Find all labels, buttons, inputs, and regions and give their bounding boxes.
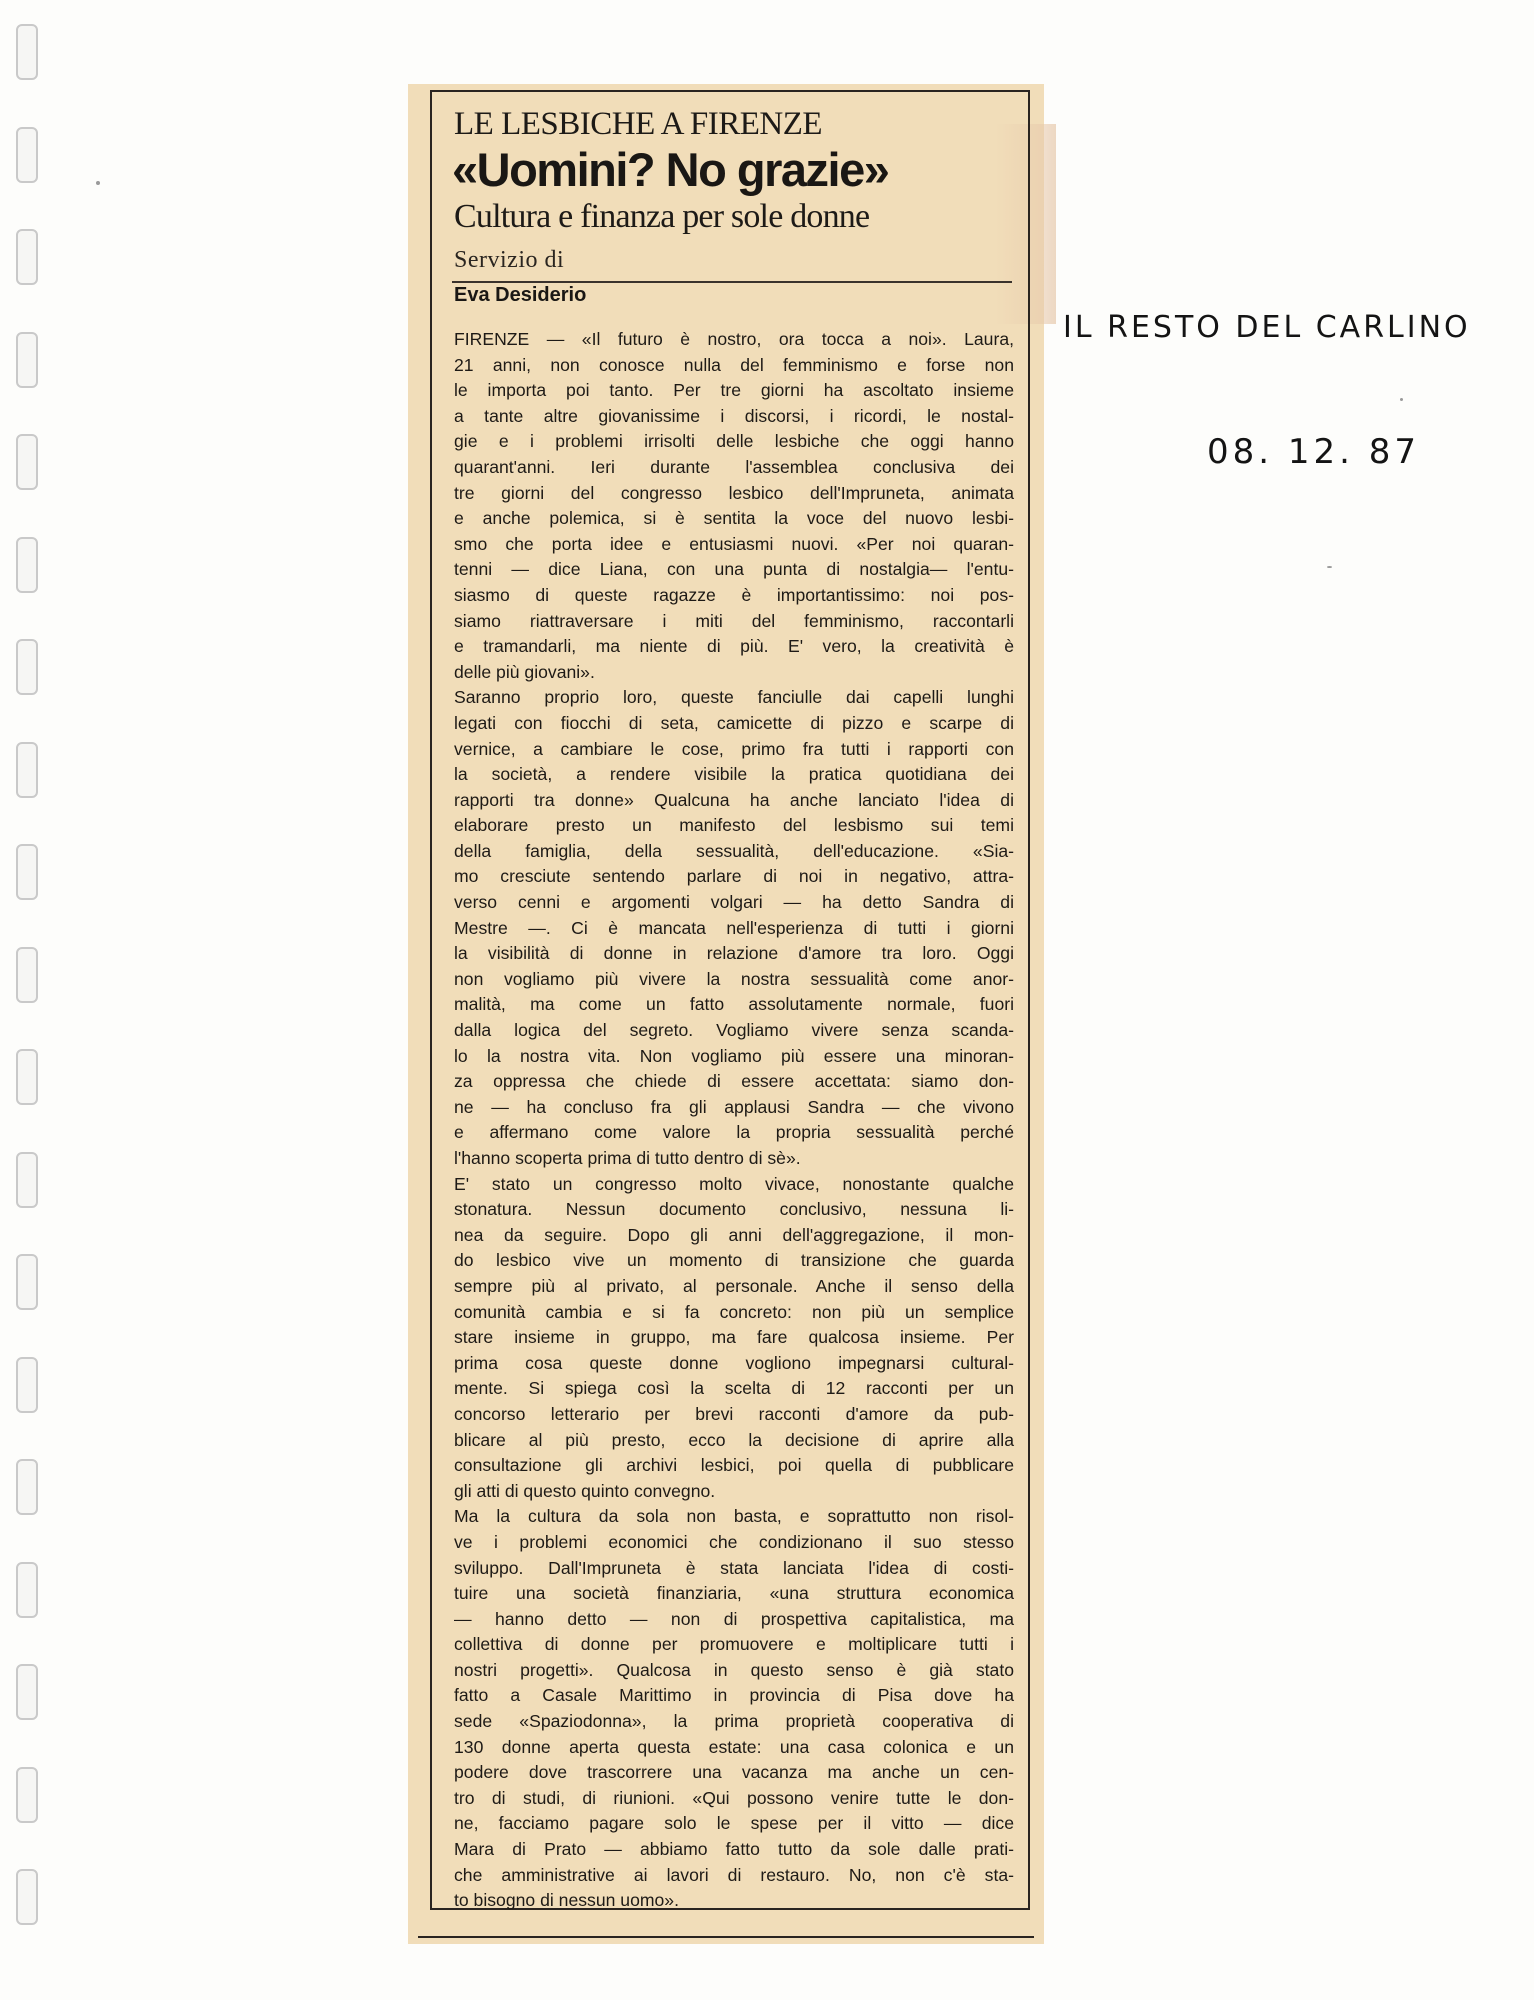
article-line: elaborare presto un manifesto del lesbismo sui temi (454, 815, 1014, 836)
article-line: sviluppo. Dall'Impruneta è stata lanciata l'idea di costi- (454, 1557, 1014, 1578)
article-line: ve i problemi economici che condizionano il suo stesso (454, 1531, 1014, 1552)
binder-hole (16, 1767, 38, 1823)
article-line: le importa poi tanto. Per tre giorni ha ascoltato insieme (454, 380, 1014, 401)
article-line: do lesbico vive un momento di transizione che guarda (454, 1250, 1014, 1271)
article-line: 130 donne aperta questa estate: una casa colonica e un (454, 1736, 1014, 1757)
article-line: podere dove trascorrere una vacanza ma anche un cen- (454, 1762, 1014, 1783)
article-line: tenni — dice Liana, con una punta di nostalgia— l'entu- (454, 559, 1014, 580)
binder-hole (16, 947, 38, 1003)
article-line: gli atti di questo quinto convegno. (454, 1480, 716, 1501)
article-line: nostri progetti». Qualcosa in questo senso è già stato (454, 1659, 1014, 1680)
handwritten-date: 08. 12. 87 (1207, 432, 1421, 472)
article-line: ne, facciamo pagare solo le spese per il vitto — dice (454, 1813, 1014, 1834)
binder-hole (16, 1357, 38, 1413)
dust-speck (1400, 398, 1403, 401)
article-line: tre giorni del congresso lesbico dell'Impruneta, animata (454, 482, 1014, 503)
article-line: Saranno proprio loro, queste fanciulle dai capelli lunghi (454, 687, 1014, 708)
article-line: tuire una società finanziaria, «una struttura economica (454, 1583, 1014, 1604)
binder-hole (16, 127, 38, 183)
article-author: Eva Desiderio (454, 284, 587, 306)
article-line: concorso letterario per brevi racconti d'amore da pub- (454, 1403, 1014, 1424)
article-line: della famiglia, della sessualità, dell'educazione. «Sia- (454, 840, 1014, 861)
article-line: smo che porta idee e entusiasmi nuovi. «Per noi quaran- (454, 533, 1014, 554)
article-line: rapporti tra donne» Qualcuna ha anche lanciato l'idea di (454, 789, 1014, 810)
article-line: stonatura. Nessun documento conclusivo, nessuna li- (454, 1199, 1014, 1220)
binder-hole (16, 1254, 38, 1310)
article-line: prima cosa queste donne vogliono impegnarsi cultural- (454, 1352, 1014, 1373)
article-line: za oppressa che chiede di essere accettata: siamo don- (454, 1071, 1014, 1092)
binder-hole (16, 229, 38, 285)
article-line: vernice, a cambiare le cose, primo fra tutti i rapporti con (454, 738, 1014, 759)
dust-speck (96, 181, 100, 185)
binder-hole (16, 742, 38, 798)
binder-hole (16, 434, 38, 490)
binder-hole (16, 1562, 38, 1618)
article-line: sempre più al privato, al personale. Anche il senso della (454, 1275, 1014, 1296)
article-line: fatto a Casale Marittimo in provincia di Pisa dove ha (454, 1685, 1014, 1706)
newspaper-clipping (408, 84, 1044, 1944)
binder-hole (16, 1869, 38, 1925)
article-line: comunità cambia e si fa concreto: non più un semplice (454, 1301, 1014, 1322)
article-line: lo la nostra vita. Non vogliamo più essere una minoran- (454, 1045, 1014, 1066)
article-line: Mara di Prato — abbiamo fatto tutto da sole dalle prati- (454, 1839, 1014, 1860)
article-headline: «Uomini? No grazie» (452, 143, 889, 196)
clipping-bottom-rule (418, 1936, 1034, 1938)
article-line: to bisogno di nessun uomo». (454, 1890, 679, 1911)
article-line: Mestre —. Ci è mancata nell'esperienza di tutti i giorni (454, 917, 1014, 938)
byline-rule (452, 281, 1012, 283)
article-line: e tramandarli, ma niente di più. E' vero, la creatività è (454, 636, 1014, 657)
article-line: collettiva di donne per promuovere e moltiplicare tutti i (454, 1634, 1014, 1655)
article-line: e affermano come valore la propria sessualità perché (454, 1122, 1014, 1143)
article-line: dalla logica del segreto. Vogliamo vivere senza scanda- (454, 1020, 1014, 1041)
article-line: verso cenni e argomenti volgari — ha detto Sandra di (454, 892, 1014, 913)
dust-speck (1327, 566, 1332, 568)
article-line: legati con fiocchi di seta, camicette di pizzo e scarpe di (454, 712, 1014, 733)
article-line: mo cresciute sentendo parlare di noi in negativo, attra- (454, 866, 1014, 887)
article-line: Ma la cultura da sola non basta, e soprattutto non risol- (454, 1506, 1014, 1527)
article-line: l'hanno scoperta prima di tutto dentro di sè». (454, 1148, 801, 1168)
article-line: che amministrative ai lavori di restauro. No, non c'è sta- (454, 1864, 1014, 1885)
byline-label: Servizio di (454, 247, 565, 273)
article-line: la visibilità di donne in relazione d'amore tra loro. Oggi (454, 943, 1014, 964)
article-line: e anche polemica, si è sentita la voce del nuovo lesbi- (454, 508, 1014, 529)
article-line: siamo riattraversare i miti del femminismo, raccontarli (454, 610, 1014, 631)
binder-hole (16, 844, 38, 900)
article-line: non vogliamo più vivere la nostra sessualità come anor- (454, 968, 1014, 989)
article-line: delle più giovani». (454, 661, 595, 682)
handwritten-source: IL RESTO DEL CARLINO (1063, 310, 1471, 345)
article-line: FIRENZE — «Il futuro è nostro, ora tocca a noi». Laura, (454, 329, 1014, 349)
binder-hole (16, 332, 38, 388)
article-line: gie e i problemi irrisolti delle lesbiche che oggi hanno (454, 431, 1014, 452)
article-line: quarant'anni. Ieri durante l'assemblea conclusiva dei (454, 456, 1014, 477)
article-line: sede «Spaziodonna», la prima proprietà cooperativa di (454, 1711, 1014, 1732)
article-line: nea da seguire. Dopo gli anni dell'aggregazione, il mon- (454, 1224, 1014, 1245)
binder-hole (16, 1664, 38, 1720)
article-line: mente. Si spiega così la scelta di 12 racconti per un (454, 1378, 1014, 1399)
article-line: tro di studi, di riunioni. «Qui possono venire tutte le don- (454, 1787, 1014, 1808)
binder-hole (16, 1049, 38, 1105)
article-line: siasmo di queste ragazze è importantissimo: noi pos- (454, 584, 1014, 605)
binder-holes (8, 0, 48, 2000)
binder-hole (16, 24, 38, 80)
article-line: — hanno detto — non di prospettiva capitalistica, ma (454, 1608, 1014, 1629)
article-subheadline: Cultura e finanza per sole donne (454, 198, 870, 235)
article-line: a tante altre giovanissime i discorsi, i ricordi, le nostal- (454, 405, 1014, 426)
article-line: E' stato un congresso molto vivace, nonostante qualche (454, 1173, 1014, 1194)
article-body (454, 327, 1014, 1914)
article-line: malità, ma come un fatto assolutamente normale, fuori (454, 994, 1014, 1015)
article-line: ne — ha concluso fra gli applausi Sandra — che vivono (454, 1096, 1014, 1117)
article-line: consultazione gli archivi lesbici, poi quella di pubblicare (454, 1455, 1014, 1476)
article-line: la società, a rendere visibile la pratica quotidiana dei (454, 764, 1014, 785)
binder-hole (16, 1152, 38, 1208)
binder-hole (16, 639, 38, 695)
article-kicker: LE LESBICHE A FIRENZE (454, 106, 823, 142)
article-line: stare insieme in gruppo, ma fare qualcosa insieme. Per (454, 1327, 1014, 1348)
binder-hole (16, 1459, 38, 1515)
article-line: blicare al più presto, ecco la decisione di aprire alla (454, 1429, 1014, 1450)
article-line: 21 anni, non conosce nulla del femminismo e forse non (454, 354, 1014, 375)
binder-hole (16, 537, 38, 593)
